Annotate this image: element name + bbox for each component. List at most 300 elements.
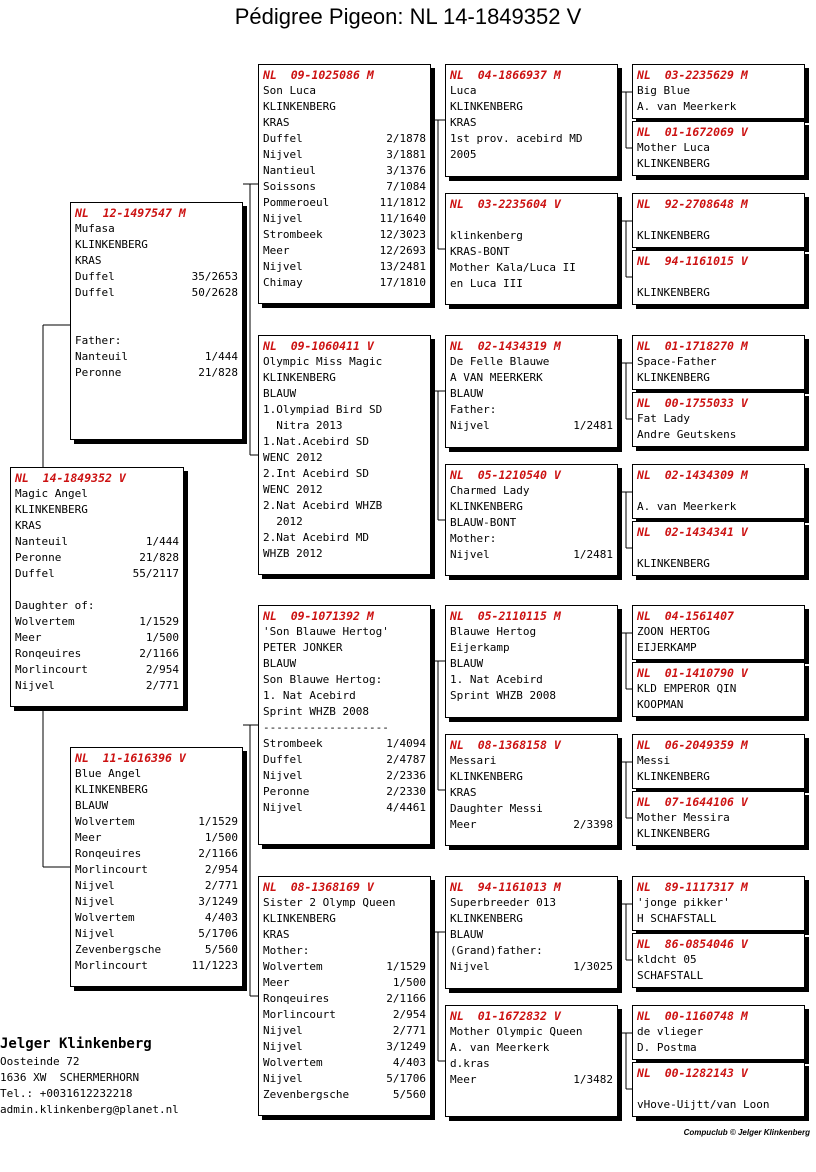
pigeon-card-subject	[10, 467, 184, 707]
card-line	[263, 147, 426, 163]
card-line	[263, 498, 426, 514]
pigeon-card-g10	[632, 662, 805, 717]
line-result: 21/828	[139, 551, 179, 564]
card-line	[450, 131, 613, 147]
pigeon-card-mmf	[445, 876, 618, 989]
pigeon-card-fmf	[445, 335, 618, 448]
line-result: 2/4787	[386, 753, 426, 766]
line-text: Chimay	[263, 276, 303, 289]
line-text: KLINKENBERG	[637, 229, 710, 242]
pigeon-card-g7	[632, 464, 805, 519]
card-line	[15, 678, 179, 694]
card-line	[637, 968, 800, 984]
line-text: KLINKENBERG	[637, 770, 710, 783]
line-result: 1/1529	[198, 815, 238, 828]
card-line	[637, 285, 800, 301]
card-line	[263, 704, 426, 720]
card-line	[450, 817, 613, 833]
card-line	[263, 259, 426, 275]
ring-number: NL 86-0854046 V	[637, 937, 748, 951]
line-text: Peronne	[15, 551, 62, 564]
pigeon-card-mf	[258, 605, 431, 845]
line-text: Mother Messira	[637, 811, 730, 824]
pigeon-card-mfm	[445, 734, 618, 846]
line-result: 2/1166	[198, 847, 238, 860]
card-line	[450, 228, 613, 244]
ring-number: NL 09-1071392 M	[263, 609, 374, 623]
card-line	[450, 260, 613, 276]
line-result: 2/2330	[386, 785, 426, 798]
card-line	[637, 99, 800, 115]
ring-number: NL 04-1561407	[637, 609, 734, 623]
line-text: Charmed Lady	[450, 484, 530, 497]
line-text: KRAS	[263, 116, 290, 129]
line-text: Nijvel	[15, 679, 55, 692]
line-text: KLINKENBERG	[637, 557, 710, 570]
line-text: Nijvel	[450, 548, 490, 561]
card-line	[15, 486, 179, 502]
line-text: Ronqeuires	[75, 847, 142, 860]
card-line	[450, 418, 613, 434]
line-text: KRAS-BONT	[450, 245, 510, 258]
line-text: 1. Nat Acebird	[263, 689, 356, 702]
card-line	[263, 450, 426, 466]
line-text: 1. Nat Acebird	[450, 673, 543, 686]
line-text: KRAS	[75, 254, 102, 267]
card-line	[450, 959, 613, 975]
ring-number: NL 08-1368169 V	[263, 880, 374, 894]
line-result: 1/500	[204, 831, 238, 844]
line-result: 1/2481	[573, 419, 613, 432]
card-line	[75, 910, 238, 926]
line-text: Nijvel	[263, 1040, 303, 1053]
card-line	[75, 958, 238, 974]
card-line	[263, 354, 426, 370]
line-text: KLINKENBERG	[450, 770, 523, 783]
line-text: Duffel	[75, 286, 115, 299]
card-line	[637, 681, 800, 697]
line-text: KRAS	[15, 519, 42, 532]
line-text: KLINKENBERG	[637, 157, 710, 170]
card-line	[637, 769, 800, 785]
card-line	[450, 1056, 613, 1072]
card-line	[450, 801, 613, 817]
card-line	[15, 630, 179, 646]
card-line	[637, 753, 800, 769]
line-result: 2/954	[392, 1008, 426, 1021]
card-line	[263, 672, 426, 688]
pigeon-card-g5	[632, 335, 805, 390]
line-text: Meer	[263, 244, 290, 257]
line-result: 7/1084	[386, 180, 426, 193]
card-line	[450, 354, 613, 370]
line-text: Nijvel	[450, 960, 490, 973]
ring-number: NL 94-1161013 M	[450, 880, 561, 894]
line-result: 12/2693	[379, 244, 426, 257]
line-text: (Grand)father:	[450, 944, 543, 957]
line-text: kldcht 05	[637, 953, 697, 966]
card-line	[263, 99, 426, 115]
line-result: 2/954	[145, 663, 179, 676]
card-line	[263, 752, 426, 768]
ring-number: NL 01-1672069 V	[637, 125, 748, 139]
card-line	[637, 1097, 800, 1113]
card-line	[263, 211, 426, 227]
pigeon-card-ffm	[445, 193, 618, 305]
line-text: Strombeek	[263, 228, 323, 241]
card-line	[637, 1040, 800, 1056]
ring-number: NL 03-2235629 M	[637, 68, 748, 82]
line-text: 1.Olympiad Bird SD	[263, 403, 383, 416]
pigeon-card-g12	[632, 791, 805, 846]
card-line	[637, 499, 800, 515]
line-text: Meer	[263, 976, 290, 989]
card-line	[263, 720, 426, 736]
line-result: 2/3398	[573, 818, 613, 831]
ring-number: NL 06-2049359 M	[637, 738, 748, 752]
card-line	[450, 499, 613, 515]
line-text: Son Luca	[263, 84, 316, 97]
line-result: 4/403	[204, 911, 238, 924]
line-result: 2/771	[204, 879, 238, 892]
line-text: KLINKENBERG	[15, 503, 88, 516]
line-text: 1st prov. acebird MD	[450, 132, 583, 145]
pigeon-card-g9	[632, 605, 805, 660]
line-text: Soissons	[263, 180, 316, 193]
line-result: 13/2481	[379, 260, 426, 273]
card-line	[75, 782, 238, 798]
footer-credit: Compuclub © Jelger Klinkenberg	[683, 1128, 810, 1137]
line-text: PETER JONKER	[263, 641, 343, 654]
card-line	[263, 402, 426, 418]
card-line	[75, 317, 238, 333]
card-line	[75, 237, 238, 253]
line-text: Sister 2 Olymp Queen	[263, 896, 396, 909]
owner-block	[0, 1034, 179, 1118]
line-result: 1/3025	[573, 960, 613, 973]
card-line	[75, 253, 238, 269]
card-line	[637, 411, 800, 427]
ring-number: NL 00-1282143 V	[637, 1066, 748, 1080]
line-text: 2.Int Acebird SD	[263, 467, 369, 480]
line-text: Peronne	[263, 785, 310, 798]
card-line	[263, 927, 426, 943]
line-text: de vlieger	[637, 1025, 704, 1038]
ring-number: NL 12-1497547 M	[75, 206, 186, 220]
card-line	[450, 212, 613, 228]
line-text: Duffel	[75, 270, 115, 283]
line-text: A. van Meerkerk	[637, 100, 737, 113]
line-text: Daughter of:	[15, 599, 95, 612]
card-line	[450, 402, 613, 418]
card-line	[263, 736, 426, 752]
card-line	[263, 243, 426, 259]
line-result: 2/771	[145, 679, 179, 692]
pigeon-card-g14	[632, 933, 805, 988]
line-text: d.kras	[450, 1057, 490, 1070]
line-result: 12/3023	[379, 228, 426, 241]
card-line	[263, 1007, 426, 1023]
line-result: 2/1166	[386, 992, 426, 1005]
card-line	[450, 244, 613, 260]
card-line	[450, 483, 613, 499]
line-text: Nijvel	[263, 769, 303, 782]
line-text: Magic Angel	[15, 487, 88, 500]
card-line	[263, 482, 426, 498]
line-text: Nijvel	[75, 879, 115, 892]
pigeon-card-g11	[632, 734, 805, 789]
line-text: Son Blauwe Hertog:	[263, 673, 383, 686]
card-line	[450, 1024, 613, 1040]
line-text: BLAUW	[263, 657, 297, 670]
line-text: Luca	[450, 84, 477, 97]
ring-number: NL 08-1368158 V	[450, 738, 561, 752]
card-line	[450, 147, 613, 163]
line-text: Morlincourt	[263, 1008, 336, 1021]
line-result: 50/2628	[191, 286, 238, 299]
card-line	[75, 221, 238, 237]
line-text: KLINKENBERG	[75, 783, 148, 796]
line-text: Sprint WHZB 2008	[263, 705, 369, 718]
line-text: Zevenbergsche	[263, 1088, 350, 1101]
line-text: Father:	[75, 334, 122, 347]
line-text: KOOPMAN	[637, 698, 684, 711]
ring-number: NL 09-1025086 M	[263, 68, 374, 82]
line-text: Nijvel	[75, 927, 115, 940]
card-line	[450, 276, 613, 292]
line-text: Nitra 2013	[263, 419, 343, 432]
line-text: KLINKENBERG	[637, 827, 710, 840]
line-result: 55/2117	[132, 567, 179, 580]
line-text: BLAUW-BONT	[450, 516, 517, 529]
card-line	[637, 370, 800, 386]
pigeon-card-mm	[258, 876, 431, 1116]
line-text: Superbreeder 013	[450, 896, 556, 909]
card-line	[263, 991, 426, 1007]
line-text: Mufasa	[75, 222, 115, 235]
card-line	[450, 943, 613, 959]
card-line	[75, 814, 238, 830]
line-text: Strombeek	[263, 737, 323, 750]
ring-number: NL 01-1672832 V	[450, 1009, 561, 1023]
line-text: Wolvertem	[15, 615, 75, 628]
line-text: Nijvel	[263, 1024, 303, 1037]
line-text: BLAUW	[450, 657, 484, 670]
line-text: Duffel	[263, 753, 303, 766]
line-result: 3/1249	[386, 1040, 426, 1053]
pigeon-card-g6	[632, 392, 805, 447]
line-text: Morlincourt	[15, 663, 88, 676]
line-text: 2.Nat Acebird WHZB	[263, 499, 383, 512]
card-line	[75, 798, 238, 814]
line-text: A VAN MEERKERK	[450, 371, 543, 384]
line-text: klinkenberg	[450, 229, 523, 242]
line-result: 5/1706	[386, 1072, 426, 1085]
line-text: Nijvel	[263, 1072, 303, 1085]
card-line	[450, 624, 613, 640]
line-result: 5/560	[204, 943, 238, 956]
card-line	[637, 140, 800, 156]
line-result: 1/500	[145, 631, 179, 644]
line-text: De Felle Blauwe	[450, 355, 550, 368]
card-line	[75, 301, 238, 317]
pigeon-card-g2	[632, 121, 805, 176]
line-text: BLAUW	[75, 799, 109, 812]
pigeon-card-fm	[258, 335, 431, 575]
card-line	[450, 1040, 613, 1056]
line-text: Blue Angel	[75, 767, 142, 780]
owner-email[interactable]: admin.klinkenberg@planet.nl	[0, 1103, 179, 1116]
line-result: 21/828	[198, 366, 238, 379]
card-line	[637, 228, 800, 244]
ring-number: NL 94-1161015 V	[637, 254, 748, 268]
owner-phone: Tel.: +0031612232218	[0, 1087, 133, 1100]
line-text: Eijerkamp	[450, 641, 510, 654]
line-text: KLD EMPEROR QIN	[637, 682, 737, 695]
card-line	[263, 688, 426, 704]
card-line	[263, 800, 426, 816]
card-line	[450, 1072, 613, 1088]
card-line	[637, 952, 800, 968]
card-line	[15, 518, 179, 534]
card-line	[450, 769, 613, 785]
card-line	[263, 959, 426, 975]
card-line	[263, 640, 426, 656]
card-line	[15, 646, 179, 662]
page-title: Pédigree Pigeon: NL 14-1849352 V	[234, 4, 582, 29]
line-text: 2012	[263, 515, 303, 528]
line-text: D. Postma	[637, 1041, 697, 1054]
card-line	[75, 269, 238, 285]
line-text: Nijvel	[263, 260, 303, 273]
line-text: Fat Lady	[637, 412, 690, 425]
pigeon-card-mff	[445, 605, 618, 718]
line-result: 2/1166	[139, 647, 179, 660]
line-text: Mother Kala/Luca II	[450, 261, 576, 274]
line-text: Mother:	[450, 532, 497, 545]
line-result: 1/2481	[573, 548, 613, 561]
card-line	[637, 269, 800, 285]
card-line	[263, 656, 426, 672]
line-result: 1/444	[204, 350, 238, 363]
card-line	[263, 227, 426, 243]
line-text: Pommeroeul	[263, 196, 330, 209]
line-text: Nijvel	[263, 212, 303, 225]
card-line	[637, 354, 800, 370]
pigeon-card-ff	[258, 64, 431, 304]
line-result: 2/954	[204, 863, 238, 876]
line-text: Meer	[75, 831, 102, 844]
line-text: A. van Meerkerk	[637, 500, 737, 513]
card-line	[450, 386, 613, 402]
line-text: Peronne	[75, 366, 122, 379]
card-line	[637, 1081, 800, 1097]
line-text: WHZB 2012	[263, 547, 323, 560]
line-text: KLINKENBERG	[450, 100, 523, 113]
line-result: 1/1529	[386, 960, 426, 973]
line-text: Meer	[450, 1073, 477, 1086]
pigeon-card-g8	[632, 521, 805, 576]
line-text: -------------------	[263, 721, 389, 734]
card-line	[263, 514, 426, 530]
card-line	[263, 943, 426, 959]
pigeon-card-g13	[632, 876, 805, 931]
line-text: 2005	[450, 148, 477, 161]
ring-number: NL 00-1160748 M	[637, 1009, 748, 1023]
card-line	[263, 1039, 426, 1055]
line-text: Duffel	[263, 132, 303, 145]
card-line	[637, 427, 800, 443]
card-line	[263, 975, 426, 991]
ring-number: NL 05-2110115 M	[450, 609, 561, 623]
line-text: 'jonge pikker'	[637, 896, 730, 909]
card-line	[450, 911, 613, 927]
line-text: 'Son Blauwe Hertog'	[263, 625, 389, 638]
owner-address: Oosteinde 72	[0, 1055, 80, 1068]
line-text: Big Blue	[637, 84, 690, 97]
line-text: 1.Nat.Acebird SD	[263, 435, 369, 448]
card-line	[263, 768, 426, 784]
card-line	[15, 582, 179, 598]
line-text: Nantieul	[263, 164, 316, 177]
card-line	[637, 810, 800, 826]
card-line	[450, 753, 613, 769]
ring-number: NL 01-1410790 V	[637, 666, 748, 680]
card-line	[75, 926, 238, 942]
line-text: KLINKENBERG	[450, 500, 523, 513]
owner-postal: 1636 XW SCHERMERHORN	[0, 1071, 140, 1084]
card-line	[637, 624, 800, 640]
ring-number: NL 02-1434309 M	[637, 468, 748, 482]
line-result: 11/1223	[191, 959, 238, 972]
card-line	[450, 927, 613, 943]
card-line	[263, 911, 426, 927]
card-line	[263, 1023, 426, 1039]
line-result: 17/1810	[379, 276, 426, 289]
card-line	[15, 566, 179, 582]
pigeon-card-g15	[632, 1005, 805, 1060]
ring-number: NL 92-2708648 M	[637, 197, 748, 211]
card-line	[263, 1055, 426, 1071]
pigeon-card-father	[70, 202, 243, 440]
card-line	[15, 662, 179, 678]
line-text: Blauwe Hertog	[450, 625, 537, 638]
line-text: Ronqeuires	[15, 647, 82, 660]
line-result: 3/1881	[386, 148, 426, 161]
pigeon-card-fmm	[445, 464, 618, 576]
card-line	[263, 163, 426, 179]
line-text: Nijvel	[263, 801, 303, 814]
line-result: 5/1706	[198, 927, 238, 940]
ring-number: NL 04-1866937 M	[450, 68, 561, 82]
card-line	[263, 466, 426, 482]
pigeon-card-mother	[70, 747, 243, 987]
card-line	[263, 530, 426, 546]
line-result: 3/1376	[386, 164, 426, 177]
line-text: Duffel	[15, 567, 55, 580]
card-line	[15, 614, 179, 630]
line-text: Zevenbergsche	[75, 943, 162, 956]
line-text: KLINKENBERG	[263, 100, 336, 113]
line-result: 35/2653	[191, 270, 238, 283]
card-line	[450, 785, 613, 801]
line-text: H SCHAFSTALL	[637, 912, 717, 925]
line-text: BLAUW	[263, 387, 297, 400]
line-text: KLINKENBERG	[263, 912, 336, 925]
ring-number: NL 00-1755033 V	[637, 396, 748, 410]
card-line	[75, 894, 238, 910]
ring-number: NL 11-1616396 V	[75, 751, 186, 765]
